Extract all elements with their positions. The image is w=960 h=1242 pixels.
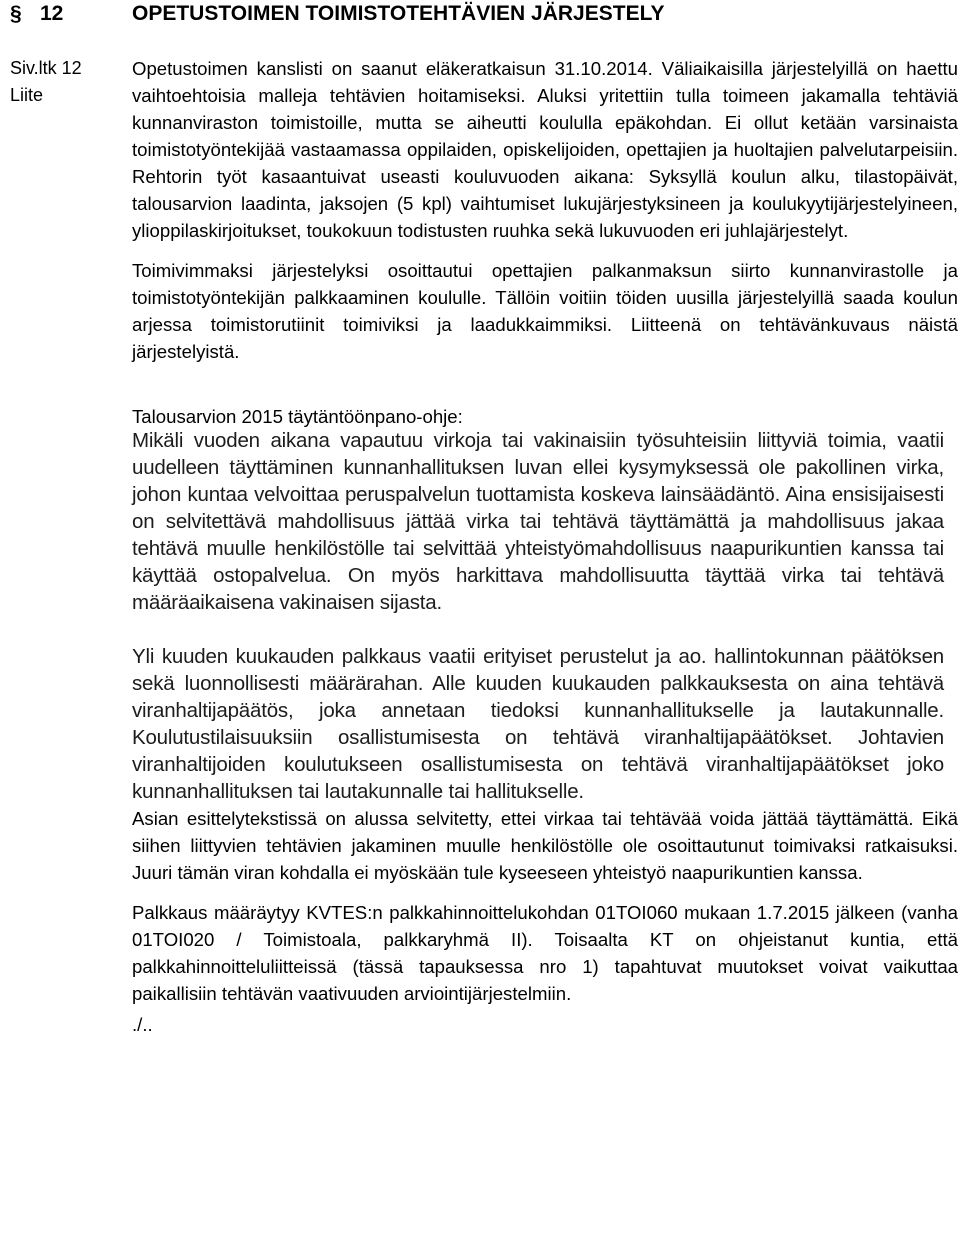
section-symbol: § (10, 2, 22, 25)
section-number: 12 (40, 2, 64, 25)
quoted-guideline-2: Yli kuuden kuukauden palkkaus vaatii erityiset perustelut ja ao. hallintokunnan päätöksen sekä luonnollisesti määrärahan. Alle kuuden kuukauden palkkauksesta on aina tehtävä viranhaltijapäätös, joka annetaan tiedoksi kunnanhallitukselle ja lautakunnalle. Koulutustilaisuuksiin osallistumisesta on tehtävä viranhaltijapäätökset. Johtavien viranhaltijoiden koulutukseen osallistumisesta on tehtävä viranhaltijapäätökset joko kunnanhallituksen tai lautakunnalle tai hallitukselle. (132, 645, 944, 803)
paragraph-solution: Toimivimmaksi järjestelyksi osoittautui opettajien palkanmaksun siirto kunnanvirastolle ja toimistotyöntekijän palkkaaminen koululle. Tällöin voitiin töiden uusilla järjestelyillä saada koulun arjessa toimistorutiinit toimiviksi ja laadukkaimmiksi. Liitteenä on tehtävänkuvaus näistä järjestelyistä. (132, 260, 958, 362)
section-heading (10, 0, 665, 28)
paragraph-justification: Asian esittelytekstissä on alussa selvitetty, ettei virkaa tai tehtävää voida jättää täyttämättä. Eikä siihen liittyvien tehtävien jakaminen muulle henkilöstölle ole osoittautunut toimivaksi ratkaisuksi. Juuri tämän viran kohdalla ei myöskään tule kyseeseen yhteistyö naapurikuntien kanssa. (132, 808, 958, 883)
paragraph-salary: Palkkaus määräytyy KVTES:n palkkahinnoittelukohdan 01TOI060 mukaan 1.7.2015 jälkeen (vanha 01TOI020 / Toimistoala, palkkaryhmä II). Toisaalta KT on ohjeistanut kuntia, että palkkahinnoitteluliitteissä (tässä tapauksessa nro 1) tapahtuvat muutokset voivat vaikuttaa paikallisiin tehtävän vaativuuden arviointijärjestelmiin. (132, 902, 958, 1004)
paragraph-background: Opetustoimen kanslisti on saanut eläkeratkaisun 31.10.2014. Väliaikaisilla järjestelyillä on haettu vaihtoehtoisia malleja tehtävien hoitamiseksi. Aluksi yritettiin tulla toimeen jakamalla tehtäviä kunnanviraston toimistoille, mutta se aiheutti koululla epäkohdan. Ei ollut ketään varsinaista toimistotyöntekijää vastaamassa oppilaiden, opiskelijoiden, opettajien ja huoltajien palvelutarpeisiin. Rehtorin työt kasaantuivat useasti kouluvuoden aikana: Syksyllä koulun alku, tilastopäivät, talousarvion laadinta, jaksojen (5 kpl) vaihtumiset lukujärjestyksineen ja koulukyytijärjestelyineen, ylioppilaskirjoitukset, toukokuun todistusten ruuhka sekä lukuvuoden eri juhlajärjestelyt. (132, 58, 958, 241)
quoted-guideline-1: Mikäli vuoden aikana vapautuu virkoja tai vakinaisiin työsuhteisiin liittyviä toimia, vaatii uudelleen täyttäminen kunnanhallituksen luvan ellei kysymyksessä ole pakollinen virka, johon kuntaa velvoittaa peruspalvelun tuottamista koskeva lainsäädäntö. Aina ensisijaisesti on selvitettävä mahdollisuus jättää virka tai tehtävä täyttämättä ja mahdollisuus jakaa tehtävä muulle henkilöstölle tai selvittää yhteistyömahdollisuus naapurikuntien kanssa tai käyttää ostopalvelua. On myös harkittava mahdollisuutta täyttää virka tai tehtävä määräaikaisena vakinaisen sijasta. (132, 429, 944, 614)
section-title: OPETUSTOIMEN TOIMISTOTEHTÄVIEN JÄRJESTELY (132, 2, 665, 25)
margin-attachment-label: Liite (10, 85, 44, 105)
document-body (132, 55, 958, 1038)
margin-notes (10, 55, 82, 109)
budget-guideline-heading: Talousarvion 2015 täytäntöönpano-ohje: (132, 406, 463, 427)
continuation-mark: ./.. (132, 1014, 153, 1035)
margin-reference: Siv.ltk 12 (10, 58, 82, 78)
